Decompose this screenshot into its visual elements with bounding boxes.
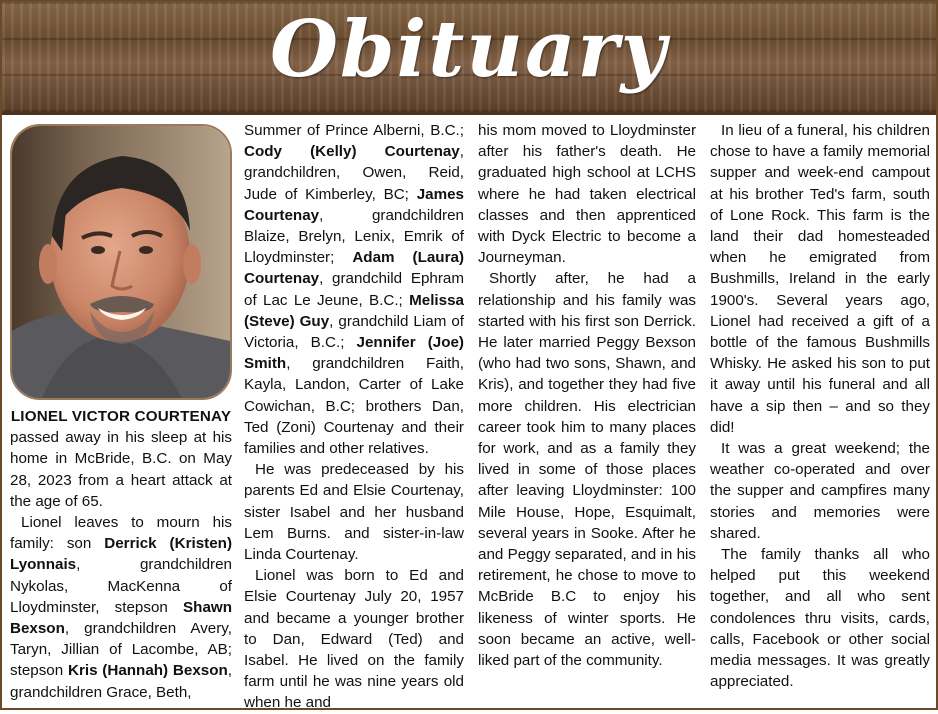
col2-paragraph-2: He was predeceased by his parents Ed and Elsie Courtenay, sister Isabel and her husband Lem Burns. and sister-in-law Linda Courtenay.: [244, 461, 464, 564]
portrait-photo: [10, 124, 232, 400]
col2-paragraph-1: Summer of Prince Alberni, B.C.; Cody (Kelly) Courtenay, grandchildren, Owen, Reid, Jude of Kimberley, BC; James Courtenay, grandchildren Blaize, Brelyn, Lenix, Emrik of Lloydminster; Adam (Laura) Courtenay, grandchild Ephram of Lac Le Jeune, B.C.; Melissa (Steve) Guy, grandchild Liam of Victoria, B.C.; Jennifer (Joe) Smith, grandchildren Faith, Kayla, Landon, Carter of Lake Cowichan, B.C; brothers Dan, Ted (Zoni) Courtenay and their families and other relatives.: [244, 122, 464, 458]
col4-paragraph-1: In lieu of a funeral, his children chose to have a family memorial supper and week-end campout at his brother Ted's farm, south of Lone Rock. This farm is the land their dad homesteaded when he emigrated from Bushmills, Ireland in the early 1900's. Several years ago, Lionel had received a gift of a bottle of the famous Bushmills Whisky. He asked his son to put it away until his funeral and all have a sip then – and so they did!: [710, 122, 930, 436]
col3-paragraph-2: Shortly after, he had a relationship and his family was started with his first son Derrick. He later married Peggy Bexson (who had two sons, Shawn, and Kris), and together they had five more children. His electrician career took him to many places for work, and as a family they lived in some of those places after leaving Lloydminster: 100 Mile House, Hope, Esquimalt, several years in Sooke. After he and Peggy separated, and in his retirement, he chose to move to McBride B.C to enjoy his likeness of winter sports. He soon became an active, well-liked part of the community.: [478, 270, 696, 670]
col3-paragraph-1: his mom moved to Lloydminster after his father's death. He graduated high school at LCHS where he had taken electrical classes and then apprenticed with Dyck Electric to become a Journeyman.: [478, 122, 696, 267]
column-4: [710, 120, 930, 692]
col4-paragraph-3: The family thanks all who helped put this weekend together, and all who sent condolences thru visits, cards, calls, Facebook or other social media messages. It was greatly appreciated.: [710, 546, 930, 691]
column-3: [478, 120, 696, 671]
column-1: [10, 120, 232, 703]
deceased-name: LIONEL VICTOR COURTENAY: [10, 408, 232, 425]
column-2: [244, 120, 464, 714]
obituary-title: Obituary: [270, 4, 668, 95]
col1-paragraph-1: passed away in his sleep at his home in McBride, B.C. on May 28, 2023 from a heart attack at the age of 65.: [10, 429, 232, 510]
col4-paragraph-2: It was a great weekend; the weather co-operated and over the supper and campfires many stories and memories were shared.: [710, 440, 930, 542]
wood-header-banner: [2, 2, 936, 115]
col2-paragraph-3: Lionel was born to Ed and Elsie Courtenay July 20, 1957 and became a younger brother to Dan, Edward (Ted) and Isabel. He lived on the family farm until he was nine years old when he and: [244, 567, 464, 712]
col1-paragraph-2: Lionel leaves to mourn his family: son Derrick (Kristen) Lyonnais, grandchildren Nykolas, MacKenna of Lloydminster, stepson Shawn Bexson, grandchildren Avery, Taryn, Jillian of Lacombe, AB; stepson Kris (Hannah) Bexson, grandchildren Grace, Beth,: [10, 514, 232, 701]
portrait-illustration: [12, 126, 230, 398]
